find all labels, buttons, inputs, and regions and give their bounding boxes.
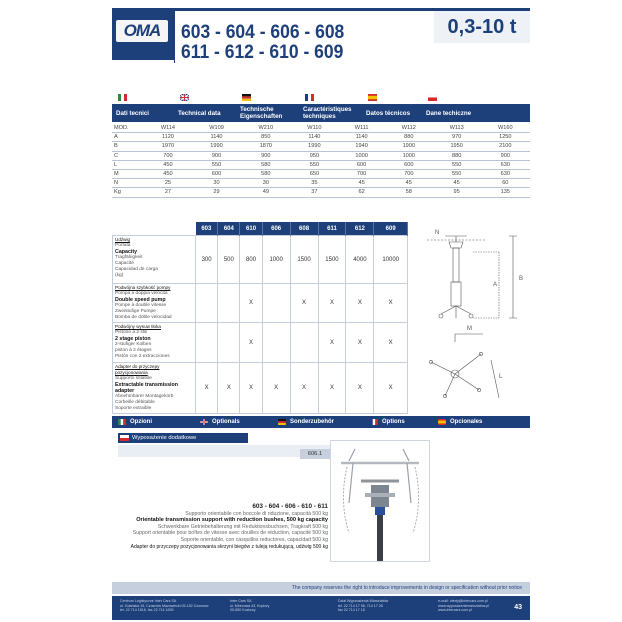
optionals-fr: Options [382, 419, 405, 425]
table-cell [262, 323, 290, 363]
table-cell: X [218, 363, 240, 414]
footer-col-3 [338, 599, 388, 613]
footer-contact-bar [112, 596, 530, 620]
footer-line: e-mail: oferty@intercars.com.pl [438, 599, 488, 603]
language-flags [112, 93, 530, 103]
table-cell: 1940 [338, 142, 385, 151]
models-line-1: 603 - 604 - 606 - 608 [181, 22, 345, 43]
page-number: 43 [514, 604, 522, 611]
table-cell [218, 284, 240, 323]
accessory-desc-fr: Support orientable pour boîtes de vitesse avec douilles de réduction, capacité 500 kg [132, 530, 328, 537]
dimension-diagram [415, 222, 530, 412]
table-cell: 1000 [338, 151, 385, 160]
table-cell: 1140 [192, 133, 241, 142]
table-cell: 550 [433, 160, 481, 169]
row-label: MOD. [112, 124, 144, 133]
desc-line: (kg) [115, 273, 124, 278]
table-cell: W110 [290, 124, 338, 133]
table-cell: W114 [144, 124, 192, 133]
footer-line: ul. Mirecowa 43, Kopiory [230, 603, 270, 608]
accessory-models: 603 - 604 - 606 - 610 - 611 [252, 503, 328, 510]
header-es: Datos técnicos [366, 109, 411, 117]
poland-flag-icon [120, 435, 129, 441]
poland-flag-icon [428, 94, 437, 101]
table-cell: W210 [241, 124, 290, 133]
table-cell: X [374, 284, 408, 323]
desc-line: Corbeille débitable [115, 400, 155, 405]
column-header: 604 [218, 222, 240, 236]
table-cell [218, 323, 240, 363]
footer-line: www.wyposazeniewarsztatow.pl [438, 603, 489, 608]
row-label: N [112, 179, 144, 188]
table-cell: 35 [290, 179, 338, 188]
adapter-description [113, 363, 196, 414]
desc-line: Pistone a 2 sfili [115, 330, 148, 335]
table-cell: W109 [192, 124, 241, 133]
table-cell: 970 [433, 133, 481, 142]
table-cell: 1120 [144, 133, 192, 142]
optionals-en: Optionals [212, 419, 240, 425]
desc-line: 2 stage piston [115, 336, 151, 342]
column-header: 610 [240, 222, 262, 236]
table-cell: 1000 [385, 151, 433, 160]
table-cell: 650 [290, 169, 338, 178]
footer-line: tel. 22 714 17 98, 714 17 26 [338, 603, 383, 608]
column-header: 611 [318, 222, 346, 236]
table-cell: 49 [241, 188, 290, 197]
row-label: Kg [112, 188, 144, 197]
optionals-it: Opzioni [130, 419, 152, 425]
brand-logo: OMA [116, 20, 168, 42]
desc-line: Adapter do przyczepy pozycjonowania [115, 364, 160, 375]
table-cell: X [240, 363, 262, 414]
table-cell [262, 284, 290, 323]
table-cell: 1990 [192, 142, 241, 151]
table-header-row [113, 222, 408, 236]
column-header: 609 [374, 222, 408, 236]
table-cell: 1990 [290, 142, 338, 151]
table-cell: 45 [385, 179, 433, 188]
table-cell: 900 [241, 151, 290, 160]
table-row [113, 284, 408, 323]
footer-line: ul. Gdańska 15, Czosnów Mazowiecki 05-152 Czosnów [120, 603, 209, 608]
table-cell: 900 [481, 151, 530, 160]
model-features-table [112, 222, 408, 414]
accessory-description [88, 504, 328, 550]
blank-header [113, 222, 196, 236]
desc-line: Soporte extraible [115, 406, 152, 411]
table-cell: 62 [338, 188, 385, 197]
table-cell: X [196, 363, 218, 414]
table-row [112, 160, 530, 169]
table-cell: 880 [433, 151, 481, 160]
table-cell: W113 [433, 124, 481, 133]
desc-line: 2-stufiger Kolben [115, 342, 152, 347]
footer-line: fax 22 714 17 18 [338, 608, 365, 613]
desc-line: Podwójna szybkość pompy [115, 285, 171, 290]
table-cell: X [290, 284, 318, 323]
table-cell: 580 [241, 160, 290, 169]
table-cell: 1250 [481, 133, 530, 142]
footer-line: Dział Wyposażenia Warsztatów [338, 599, 389, 603]
tech-data-header [112, 104, 530, 122]
column-header: 608 [290, 222, 318, 236]
dim-label-b: B [519, 276, 524, 282]
table-cell: 550 [433, 169, 481, 178]
table-cell: 27 [144, 188, 192, 197]
table-cell: 550 [192, 160, 241, 169]
dim-label-m: M [467, 326, 472, 332]
table-cell: 1870 [241, 142, 290, 151]
row-label: L [112, 160, 144, 169]
france-flag-icon [370, 419, 378, 425]
desc-line: Supporto sfilabile [115, 376, 152, 381]
table-cell: X [374, 363, 408, 414]
accessory-title-bar [118, 433, 248, 443]
table-cell: 800 [240, 236, 262, 284]
accessory-desc-pl: Adapter do przyczepy pozycjonowania skrzyni biegów z tuleją redukującą, udźwig 500 kg [130, 543, 328, 550]
spain-flag-icon [368, 94, 377, 101]
table-cell: 1970 [144, 142, 192, 151]
table-cell: X [318, 323, 346, 363]
table-cell: 60 [481, 179, 530, 188]
table-cell: 500 [218, 236, 240, 284]
table-cell: 1950 [433, 142, 481, 151]
footer-line: Inter Cars SA [230, 599, 252, 603]
header-pl: Dane techiczne [426, 109, 472, 117]
pump-description [113, 284, 196, 323]
footer-line: www.intercars.com.pl [438, 608, 472, 613]
table-cell: 1000 [262, 236, 290, 284]
table-row [112, 188, 530, 197]
desc-line: Abnehmbarer Montagekorb [115, 394, 174, 399]
header-fr: Caractéristiques techniques [303, 106, 352, 120]
table-cell: 550 [290, 160, 338, 169]
table-cell: 600 [385, 160, 433, 169]
table-cell: 450 [144, 169, 192, 178]
piston-description [113, 323, 196, 363]
accessory-band [118, 445, 330, 457]
optionals-bar [112, 416, 530, 428]
footer-col-4 [438, 599, 489, 613]
capacity-badge: 0,3-10 t [434, 11, 530, 43]
desc-line: Double speed pump [115, 297, 166, 303]
table-cell: X [346, 284, 374, 323]
table-cell: 45 [338, 179, 385, 188]
footer-line: Centrum Logistyczne Inter Cars SA [120, 599, 177, 603]
table-cell: 4000 [346, 236, 374, 284]
table-cell: 600 [338, 160, 385, 169]
table-cell: 950 [290, 151, 338, 160]
desc-line: Capacité [115, 261, 134, 266]
desc-line: Pistón con 2 extracciones [115, 354, 170, 359]
table-cell [196, 284, 218, 323]
uk-flag-icon [180, 94, 189, 101]
table-cell: 1140 [338, 133, 385, 142]
table-cell: 30 [192, 179, 241, 188]
footer-line: 05-850 Kozłowy [230, 608, 256, 613]
table-cell: X [374, 323, 408, 363]
table-row [112, 179, 530, 188]
column-header: 612 [346, 222, 374, 236]
uk-flag-icon [200, 419, 208, 425]
table-cell: 1500 [318, 236, 346, 284]
header-it: Dati tecnici [116, 109, 150, 117]
table-cell: X [346, 363, 374, 414]
table-cell: 29 [192, 188, 241, 197]
desc-line: Pompe à double vitesse [115, 303, 167, 308]
table-cell: 95 [433, 188, 481, 197]
table-row [112, 142, 530, 151]
row-label: M [112, 169, 144, 178]
transmission-support-photo [330, 440, 430, 562]
row-label: A [112, 133, 144, 142]
desc-line: Bomba de doble velocidad [115, 315, 172, 320]
desc-line: Portata [115, 243, 131, 248]
table-cell: 700 [144, 151, 192, 160]
capacity-description [113, 236, 196, 284]
table-row [112, 169, 530, 178]
germany-flag-icon [242, 94, 251, 101]
table-cell: 2100 [481, 142, 530, 151]
table-cell: 850 [241, 133, 290, 142]
table-cell: 25 [144, 179, 192, 188]
germany-flag-icon [278, 419, 286, 425]
row-label: C [112, 151, 144, 160]
dim-label-a: A [493, 282, 498, 288]
models-line-2: 611 - 612 - 610 - 609 [181, 42, 344, 63]
table-cell: 700 [385, 169, 433, 178]
table-cell: 135 [481, 188, 530, 197]
table-cell [196, 323, 218, 363]
table-cell: 10000 [374, 236, 408, 284]
header-en: Technical data [178, 109, 221, 117]
accessory-desc-es: Soporte orientable, con casquillos reductores, capacidad 500 kg [180, 536, 328, 543]
accessory-desc-it: Supporto orientabile con boccole di riduzione, capacità 500 kg [185, 510, 328, 517]
table-cell: X [318, 363, 346, 414]
table-cell: W111 [338, 124, 385, 133]
table-cell: 580 [241, 169, 290, 178]
table-cell: 1900 [385, 142, 433, 151]
desc-line: Pompa a doppia velocità [115, 291, 168, 296]
italy-flag-icon [118, 419, 126, 425]
table-row [112, 124, 530, 133]
desc-line: Zweistufige Pumpe [115, 309, 156, 314]
accessory-desc-en: Orientable transmission support with reduction bushes, 500 kg capacity [136, 517, 328, 524]
footer-notice-bar [112, 582, 530, 594]
table-cell: 45 [433, 179, 481, 188]
column-header: 606 [262, 222, 290, 236]
table-cell: 880 [385, 133, 433, 142]
table-cell: 630 [481, 160, 530, 169]
table-cell: 1500 [290, 236, 318, 284]
table-row [113, 236, 408, 284]
table-cell: 700 [338, 169, 385, 178]
table-cell: W160 [481, 124, 530, 133]
table-row [113, 363, 408, 414]
header-divider [174, 8, 175, 63]
france-flag-icon [305, 94, 314, 101]
row-label: B [112, 142, 144, 151]
spain-flag-icon [438, 419, 446, 425]
desc-line: Capacidad de carga [115, 267, 158, 272]
optionals-de: Sonderzubehör [290, 419, 335, 425]
table-cell [290, 323, 318, 363]
table-cell: 450 [144, 160, 192, 169]
table-cell: 30 [241, 179, 290, 188]
footer-col-1 [120, 599, 209, 613]
desc-line: Capacity [115, 249, 138, 255]
table-cell: 58 [385, 188, 433, 197]
desc-line: Extractable transmission adapter [115, 382, 178, 394]
accessory-title: Wyposażenie dodatkowe [132, 435, 197, 441]
footer-col-2 [230, 599, 269, 613]
accessory-desc-de: Schwenkbare Getriebehalterung mit Reduktionsbuchsen, Tragkraft 500 kg [157, 523, 328, 530]
table-cell: X [290, 363, 318, 414]
italy-flag-icon [118, 94, 127, 101]
table-cell: 1140 [290, 133, 338, 142]
table-cell: X [240, 284, 262, 323]
dim-label-l: L [499, 374, 503, 380]
desc-line: Udźwig [115, 237, 131, 242]
footer-line: tel. 22 714 1818, fax 22 714 1839 [120, 608, 174, 613]
table-cell: X [240, 323, 262, 363]
desc-line: piston à 2 étages [115, 348, 152, 353]
desc-line: Tragfähigkeit [115, 255, 143, 260]
column-header: 603 [196, 222, 218, 236]
table-cell: W112 [385, 124, 433, 133]
table-cell: X [346, 323, 374, 363]
accessory-code: 606.1 [300, 449, 330, 459]
table-row [112, 133, 530, 142]
table-cell: X [318, 284, 346, 323]
table-row [112, 151, 530, 160]
table-cell: 600 [192, 169, 241, 178]
table-cell: X [262, 363, 290, 414]
footer-notice: The company reserves the right to introduce improvements in design or specification without prior notice [291, 585, 522, 591]
table-row [113, 323, 408, 363]
tech-data-table [112, 124, 530, 198]
dim-label-n: N [435, 230, 440, 236]
header-de: Technische Eigenschaften [240, 106, 283, 120]
table-cell: 37 [290, 188, 338, 197]
table-cell: 630 [481, 169, 530, 178]
desc-line: Podwójny wysuw tłoka [115, 324, 161, 329]
table-cell: 900 [192, 151, 241, 160]
optionals-es: Opcionales [450, 419, 483, 425]
table-cell: 300 [196, 236, 218, 284]
